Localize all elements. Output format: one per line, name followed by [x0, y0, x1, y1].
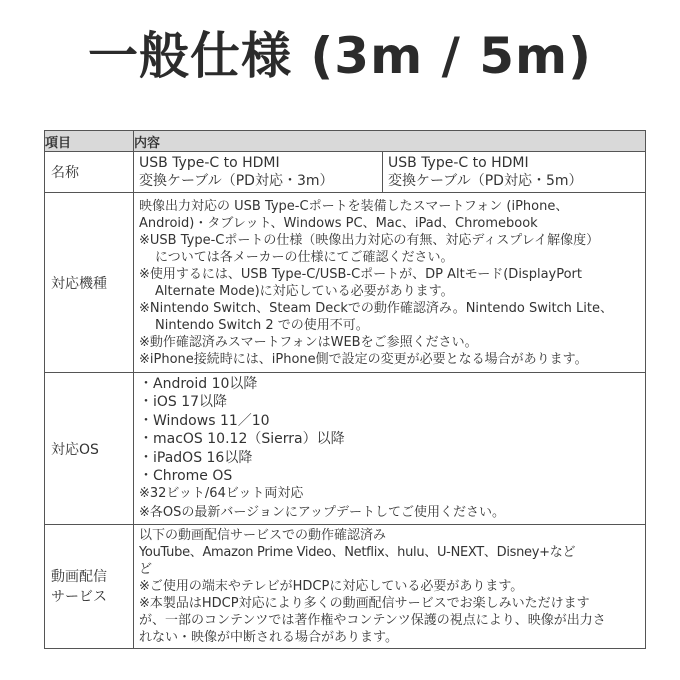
label-devices: 対応機種: [45, 193, 134, 373]
table-row-streaming: [45, 525, 646, 649]
name-5m: USB Type-C to HDMI 変換ケーブル（PD対応・5m）: [383, 152, 646, 193]
name-3m: USB Type-C to HDMI 変換ケーブル（PD対応・3m）: [134, 152, 383, 193]
devices-content: 映像出力対応の USB Type-Cポートを装備したスマートフォン (iPhone、 Android)・タブレット、Windows PC、Mac、iPad、Chromebook ※USB Type-Cポートの仕様（映像出力対応の有無、対応ディスプレイ解像度） については各メーカーの仕様にてご確認ください。 ※使用するには、USB Type-C/USB-Cポートが、DP Altモード(DisplayPort Alternate Mode)に対応している必要があります。 ※Nintendo Switch、Steam Deckでの動作確認済み。Nintendo Switch Lite、 Nintendo Switch 2 での使用不可。 ※動作確認済みスマートフォンはWEBをご参照ください。 ※iPhone接続時には、iPhone側で設定の変更が必要となる場合があります。: [134, 193, 646, 373]
label-name: 名称: [45, 152, 134, 193]
page-title: 一般仕様 (3m / 5m): [88, 27, 592, 85]
header-content: 内容: [134, 131, 646, 152]
os-content: ・Android 10以降 ・iOS 17以降 ・Windows 11／10 ・macOS 10.12（Sierra）以降 ・iPadOS 16以降 ・Chrome OS ※32ビット/64ビット両対応 ※各OSの最新バージョンにアップデートしてご使用ください。: [134, 373, 646, 525]
label-os: 対応OS: [45, 373, 134, 525]
table-row-name: [45, 152, 646, 193]
table-header-row: [45, 131, 646, 152]
spec-table: [44, 130, 646, 649]
table-row-devices: [45, 193, 646, 373]
label-streaming: 動画配信 サービス: [45, 525, 134, 649]
streaming-content: 以下の動画配信サービスでの動作確認済み YouTube、Amazon Prime Video、Netflix、hulu、U-NEXT、Disney+など ど ※ご使用の端末やテレビがHDCPに対応している必要があります。 ※本製品はHDCP対応により多くの動画配信サービスでお楽しみいただけます が、一部のコンテンツでは著作権やコンテンツ保護の視点により、映像が出力さ れない・映像が中断される場合があります。: [134, 525, 646, 649]
header-item: 項目: [45, 131, 134, 152]
table-row-os: [45, 373, 646, 525]
